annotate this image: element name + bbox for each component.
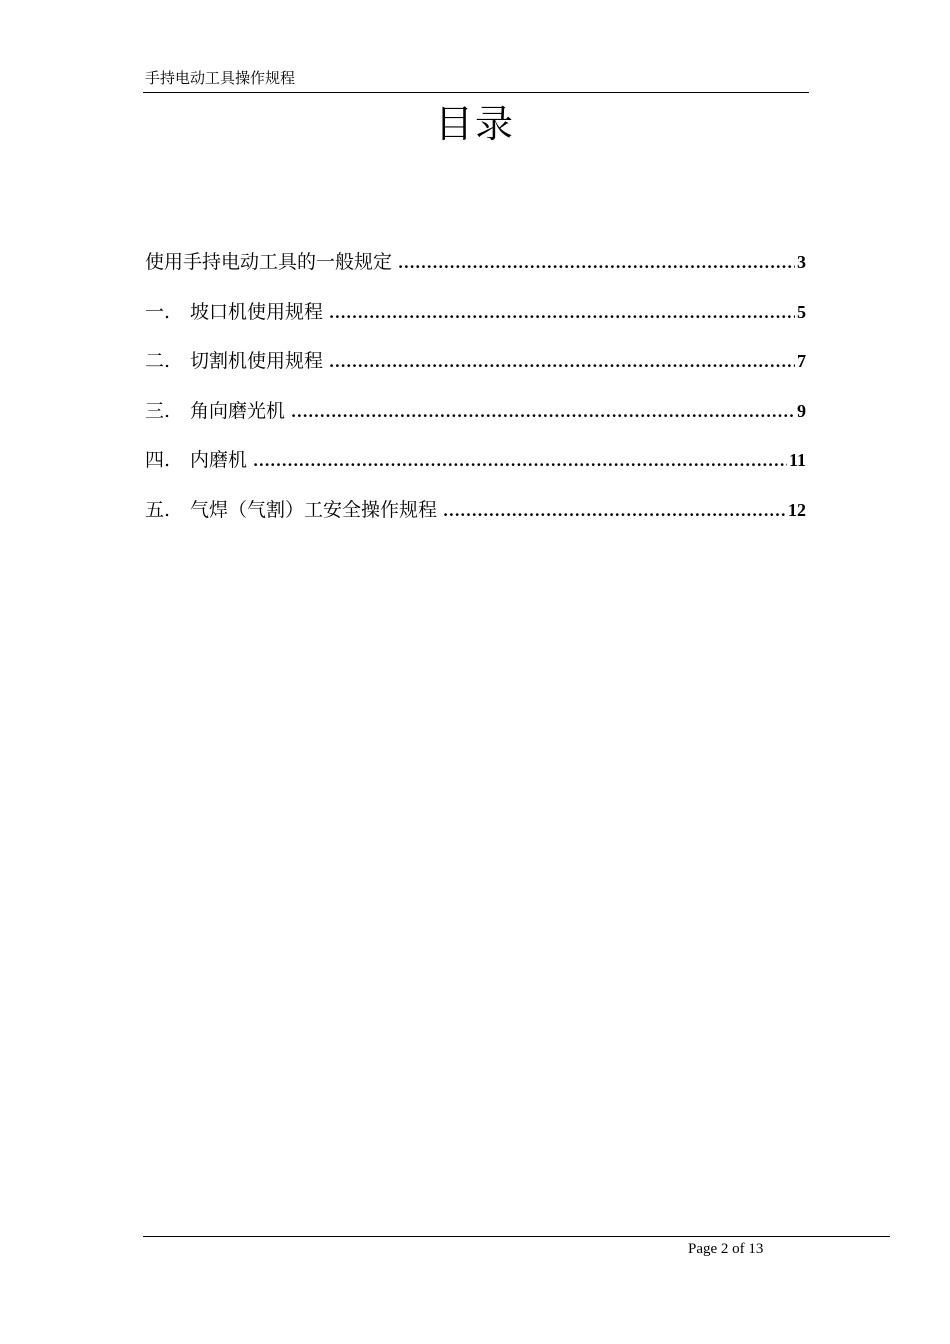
footer-rule [143,1236,890,1237]
toc-leader-dots [329,344,795,380]
toc-entry-number: 三. [145,399,171,422]
toc-entry-page: 9 [797,400,806,421]
toc-entry-number: 一. [145,300,171,323]
toc-entry-5[interactable] [145,492,806,542]
toc-leader-dots [291,394,795,430]
toc-entry-4[interactable] [145,442,806,492]
toc-entry-label: 角向磨光机 [190,399,286,422]
toc-entry-page: 7 [797,351,806,371]
toc-entry-number: 四. [145,449,171,471]
toc-entry-number: 五. [145,498,171,521]
toc-leader-dots [443,493,786,529]
toc-entry-3[interactable] [145,393,806,443]
toc-entry-page: 5 [797,301,806,322]
toc-entry-page: 11 [788,450,806,470]
toc-entry-label: 气焊（气割）工安全操作规程 [190,498,438,521]
toc-entry-2[interactable] [145,343,806,393]
toc-entry-page: 3 [797,252,806,272]
toc-leader-dots [253,443,787,479]
toc-entry-label: 切割机使用规程 [190,350,324,372]
toc-entry-page: 12 [788,499,806,520]
toc-entry-label: 使用手持电动工具的一般规定 [145,251,393,273]
toc-entry-1[interactable] [145,294,806,344]
toc-entry-label: 坡口机使用规程 [190,300,324,323]
toc-leader-dots [398,245,795,281]
toc-leader-dots [329,295,795,331]
running-header: 手持电动工具操作规程 [145,69,296,87]
header-rule [143,92,809,93]
toc-title: 目录 [434,102,515,146]
page-number: Page 2 of 13 [688,1241,764,1257]
toc-entry-number: 二. [145,350,171,372]
table-of-contents [145,244,806,541]
toc-entry-label: 内磨机 [190,449,248,471]
toc-entry-general[interactable] [145,244,806,294]
